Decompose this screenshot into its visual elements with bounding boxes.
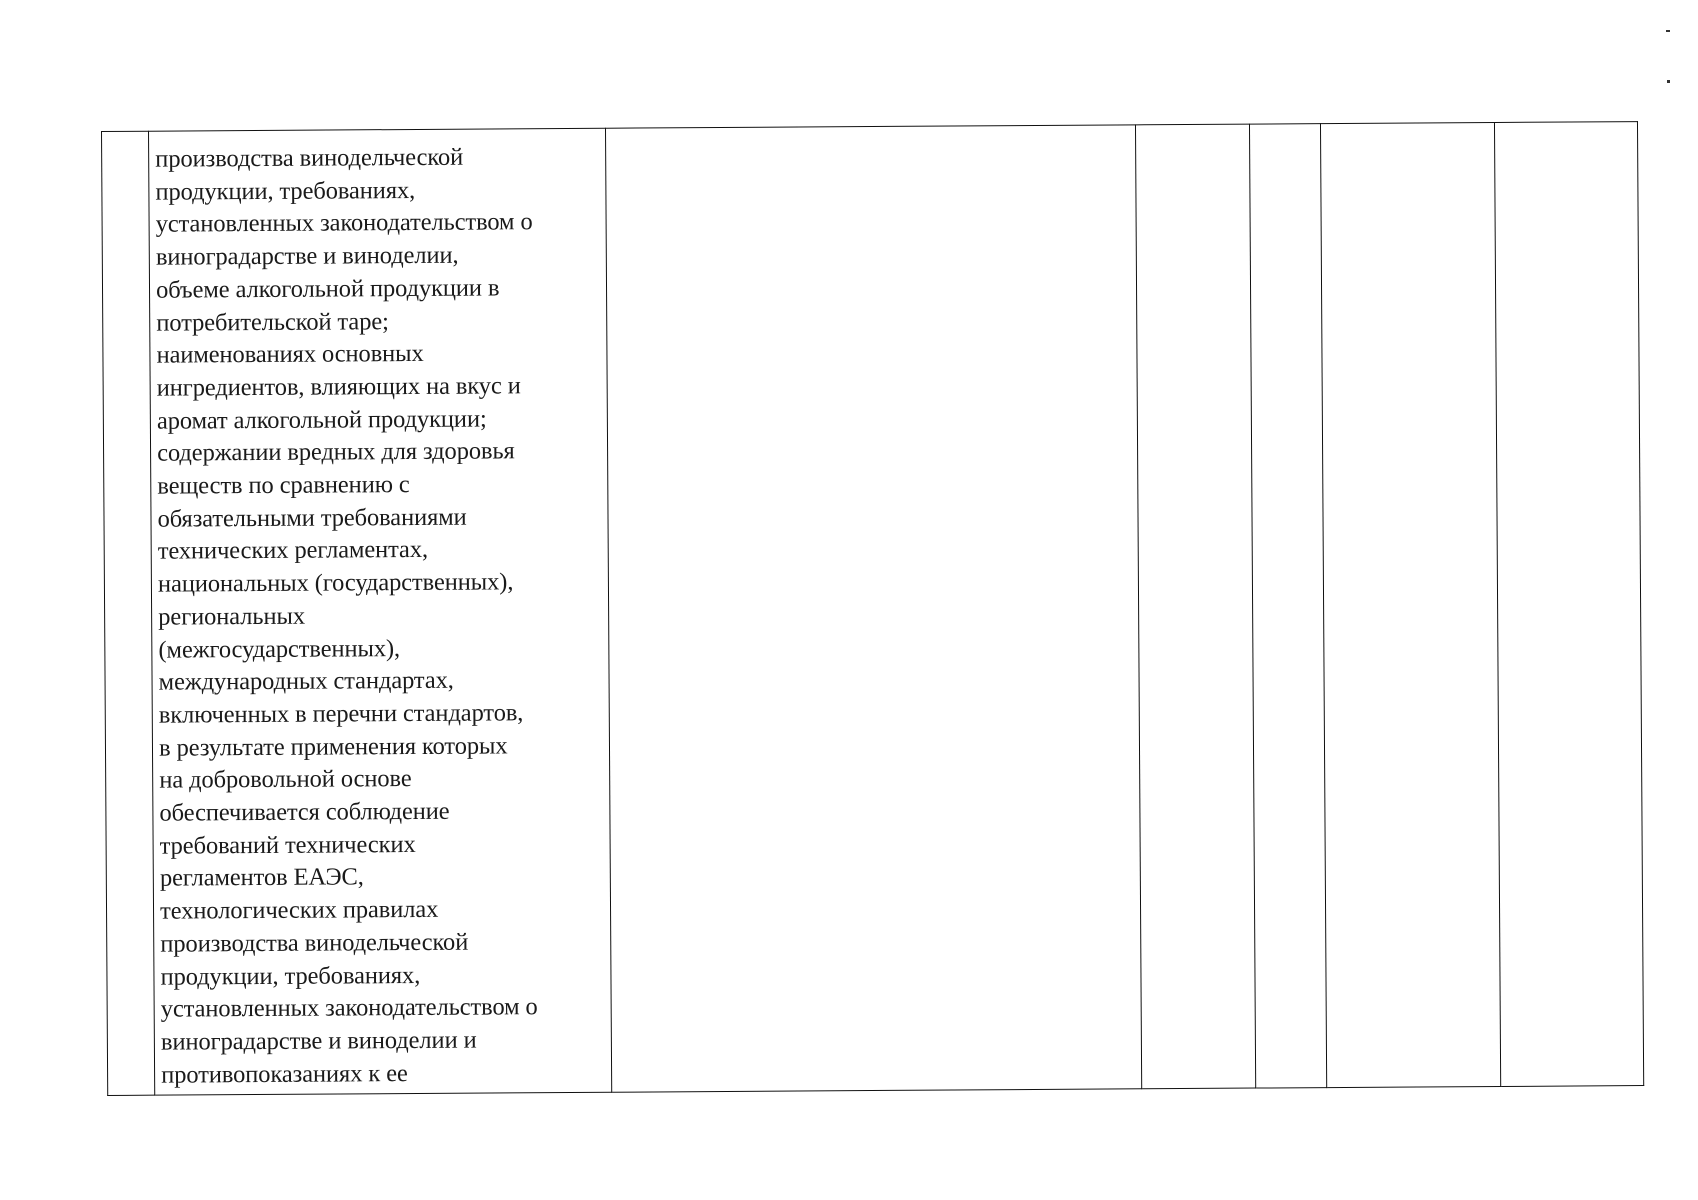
table-cell (1321, 123, 1501, 1088)
text-line: ингредиентов, влияющих на вкус и (156, 372, 521, 402)
text-line: региональных (158, 602, 306, 631)
text-line: наименованиях основных (156, 340, 424, 369)
text-line: продукции, требованиях, (160, 961, 421, 991)
text-line: виноградарстве и виноделии, (155, 241, 459, 271)
table-cell (605, 125, 1141, 1092)
text-line: аромат алкогольной продукции; (156, 405, 487, 435)
text-line: потребительской таре; (156, 307, 389, 337)
text-line: обеспечивается соблюдение (159, 797, 450, 827)
scan-speck (1667, 80, 1670, 83)
text-line: производства винодельческой (160, 928, 469, 958)
text-line: продукции, требованиях, (155, 176, 416, 206)
text-line: виноградарстве и виноделии и (160, 1026, 477, 1056)
table-cell (1135, 124, 1255, 1089)
text-line: включенных в перечни стандартов, (158, 699, 524, 729)
text-line: содержании вредных для здоровья (157, 437, 515, 467)
text-line: технических регламентах, (157, 536, 429, 566)
requirement-text-cell (149, 128, 612, 1095)
text-line: технологических правилах (160, 896, 439, 925)
requirement-text (149, 129, 611, 1092)
table-cell (1250, 124, 1327, 1088)
text-line: на добровольной основе (159, 765, 412, 794)
text-line: в результате применения которых (158, 732, 508, 762)
text-line: требований технических (159, 830, 416, 860)
text-line: международных стандартах, (158, 666, 454, 696)
text-line: (межгосударственных), (158, 634, 401, 664)
table-row (102, 122, 1644, 1096)
scan-speck (1666, 30, 1670, 32)
text-line: установленных законодательством о (155, 208, 533, 239)
document-table-frame (101, 121, 1644, 1096)
document-table (101, 121, 1644, 1096)
text-line: национальных (государственных), (157, 568, 514, 598)
text-line: регламентов ЕАЭС, (159, 863, 364, 893)
row-number-cell (102, 131, 155, 1095)
text-line: объеме алкогольной продукции в (156, 274, 500, 304)
text-line: противопоказаниях к ее (161, 1059, 408, 1089)
text-line: веществ по сравнению с (157, 471, 410, 500)
text-line: установленных законодательством о (160, 993, 538, 1023)
table-cell (1494, 122, 1644, 1087)
text-line: производства винодельческой (155, 143, 464, 173)
text-line: обязательными требованиями (157, 503, 467, 533)
